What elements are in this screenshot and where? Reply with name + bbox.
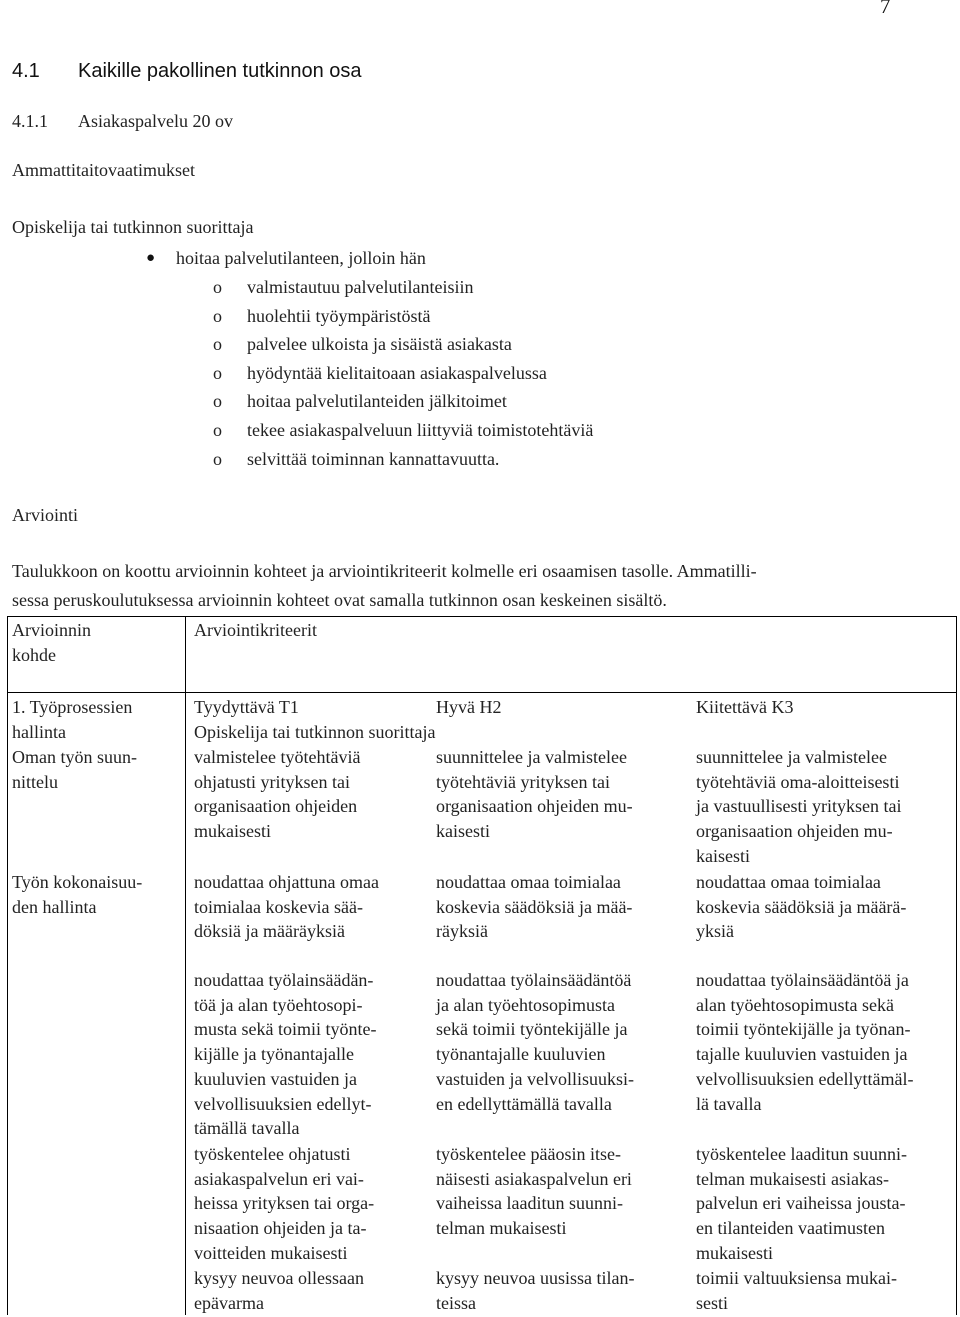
cell-k3-row-4-line-1: työskentelee laaditun suunni- (696, 1144, 907, 1164)
cell-h2-row-2-line-3: räyksiä (436, 921, 488, 942)
cell-h2-row-2-line-1: noudattaa omaa toimialaa (436, 872, 621, 892)
sub-item: hoitaa palvelutilanteiden jälkitoimet (247, 391, 507, 412)
eval-paragraph-line-1: Taulukkoon on koottu arvioinnin kohteet ja arviointikriteerit kolmelle eri osaamisen tasolle. Ammatilli- (12, 561, 757, 581)
sub-item: huolehtii työympäristöstä (247, 305, 431, 326)
cell-t1-row-3-line-7: tämällä tavalla (194, 1118, 300, 1139)
level-k3: Kiitettävä K3 (696, 697, 794, 717)
cell-h2-row-1-line-4: kaisesti (436, 821, 490, 842)
cell-k3-row-2-line-2: koskevia säädöksiä ja määrä- (696, 896, 907, 917)
cell-k3-row-4-line-2: telman mukaisesti asiakas- (696, 1168, 889, 1189)
cell-h2-row-3-line-1: noudattaa työlainsäädäntöä (436, 970, 632, 990)
cell-t1-row-1-line-2: ohjatusti yrityksen tai (194, 771, 350, 792)
circle-bullet-icon: o (213, 391, 222, 412)
circle-bullet-icon: o (213, 362, 222, 383)
cell-h2-row-4-line-1: työskentelee pääosin itse- (436, 1144, 621, 1164)
sub-item: palvelee ulkoista ja sisäistä asiakasta (247, 334, 512, 355)
subsection-number: 4.1.1 (12, 111, 48, 131)
cell-target-row-2-line-1: Työn kokonaisuu- (12, 872, 143, 892)
sub-item: hyödyntää kielitaitoaan asiakaspalvelussa (247, 362, 547, 383)
cell-h2-row-3-line-6: en edellyttämällä tavalla (436, 1093, 612, 1114)
cell-t1-row-2-line-1: noudattaa ohjattuna omaa (194, 872, 379, 892)
section-heading (12, 60, 362, 83)
subsection-title: Asiakaspalvelu 20 ov (78, 111, 233, 131)
cell-t1-row-3-line-1: noudattaa työlainsäädän- (194, 970, 374, 990)
table-left-border (7, 616, 8, 1315)
cell-t1-row-4-line-4: nisaation ohjeiden ja ta- (194, 1218, 367, 1239)
bullet-icon: ● (146, 250, 156, 266)
cell-h2-row-5-line-2: teissa (436, 1292, 476, 1313)
circle-bullet-icon: o (213, 448, 222, 469)
section-number: 4.1 (12, 60, 40, 82)
cell-k3-row-3-line-1: noudattaa työlainsäädäntöä ja (696, 970, 909, 990)
cell-h2-row-5-line-1: kysyy neuvoa uusissa tilan- (436, 1268, 635, 1288)
cell-t1-row-1-line-4: mukaisesti (194, 821, 271, 842)
cell-k3-row-3-line-3: toimii työntekijälle ja työnan- (696, 1019, 911, 1040)
cell-h2-row-4-line-3: vaiheissa laaditun suunni- (436, 1193, 623, 1214)
cell-t1-row-3-line-2: töä ja alan työehtosopi- (194, 994, 363, 1015)
level-h2: Hyvä H2 (436, 697, 502, 717)
cell-k3-row-4-line-3: palvelun eri vaiheissa jousta- (696, 1193, 906, 1214)
cell-k3-row-2-line-1: noudattaa omaa toimialaa (696, 872, 881, 892)
cell-target-row-2-line-2: den hallinta (12, 896, 97, 917)
table-header-divider (7, 692, 957, 693)
requirements-heading: Ammattitaitovaatimukset (12, 160, 195, 180)
circle-bullet-icon: o (213, 305, 222, 326)
cell-k3-row-3-line-2: alan työehtosopimusta sekä (696, 994, 894, 1015)
sub-item: selvittää toiminnan kannattavuutta. (247, 448, 500, 469)
cell-h2-row-4-line-2: näisesti asiakaspalvelun eri (436, 1168, 632, 1189)
head-target-line-1: Arvioinnin (12, 620, 91, 640)
cell-t1-row-4-line-1: työskentelee ohjatusti (194, 1144, 351, 1164)
cell-k3-row-3-line-5: velvollisuuksien edellyttämäl- (696, 1068, 914, 1089)
cell-h2-row-3-line-5: vastuiden ja velvollisuuksi- (436, 1068, 634, 1089)
cell-t1-row-3-line-3: musta sekä toimii työnte- (194, 1019, 377, 1040)
cell-t1-row-3-line-6: velvollisuuksien edellyt- (194, 1093, 372, 1114)
cell-target-row-1-line-1: Oman työn suun- (12, 747, 137, 767)
evaluation-heading: Arviointi (12, 505, 78, 525)
group-title-line-1: 1. Työprosessien (12, 697, 133, 717)
level-t1: Tyydyttävä T1 (194, 697, 299, 717)
sub-item: tekee asiakaspalveluun liittyviä toimistotehtäviä (247, 420, 594, 440)
cell-t1-row-4-line-2: asiakaspalvelun eri vai- (194, 1168, 364, 1189)
head-criteria: Arviointikriteerit (194, 620, 317, 640)
circle-bullet-icon: o (213, 277, 222, 297)
cell-t1-row-4-line-3: heissa yrityksen tai orga- (194, 1193, 375, 1214)
cell-t1-row-2-line-3: döksiä ja määräyksiä (194, 921, 345, 942)
cell-k3-row-5-line-2: sesti (696, 1292, 729, 1313)
cell-k3-row-4-line-5: mukaisesti (696, 1242, 773, 1263)
bullet-text: hoitaa palvelutilanteen, jolloin hän (176, 248, 426, 268)
circle-bullet-icon: o (213, 420, 222, 440)
cell-k3-row-1-line-5: kaisesti (696, 845, 750, 866)
cell-k3-row-5-line-1: toimii valtuuksiensa mukai- (696, 1268, 897, 1288)
cell-target-row-1-line-2: nittelu (12, 771, 58, 792)
cell-h2-row-4-line-4: telman mukaisesti (436, 1218, 567, 1239)
cell-k3-row-1-line-1: suunnittelee ja valmistelee (696, 747, 887, 767)
subject-text: Opiskelija tai tutkinnon suorittaja (194, 722, 436, 742)
cell-h2-row-1-line-1: suunnittelee ja valmistelee (436, 747, 627, 767)
cell-t1-row-4-line-5: voitteiden mukaisesti (194, 1242, 348, 1263)
subsection-heading (12, 111, 233, 132)
table-top-border (7, 616, 957, 617)
head-target-line-2: kohde (12, 645, 56, 665)
cell-k3-row-1-line-2: työtehtäviä oma-aloitteisesti (696, 771, 900, 792)
cell-k3-row-2-line-3: yksiä (696, 921, 734, 942)
cell-k3-row-4-line-4: en tilanteiden vaatimusten (696, 1218, 885, 1239)
circle-bullet-icon: o (213, 334, 222, 355)
cell-t1-row-3-line-4: kijälle ja työnantajalle (194, 1044, 354, 1065)
cell-k3-row-3-line-4: tajalle kuuluvien vastuiden ja (696, 1044, 908, 1065)
table-column-divider (185, 616, 186, 1315)
cell-h2-row-1-line-2: työtehtäviä yrityksen tai (436, 771, 610, 792)
cell-t1-row-5-line-1: kysyy neuvoa ollessaan (194, 1268, 364, 1288)
sub-item: valmistautuu palvelutilanteisiin (247, 277, 474, 297)
cell-t1-row-3-line-5: kuuluvien vastuiden ja (194, 1068, 357, 1089)
intro-text: Opiskelija tai tutkinnon suorittaja (12, 217, 254, 237)
cell-t1-row-2-line-2: toimialaa koskevia sää- (194, 896, 363, 917)
cell-h2-row-1-line-3: organisaation ohjeiden mu- (436, 796, 633, 817)
eval-paragraph-line-2: sessa peruskoulutuksessa arvioinnin kohteet ovat samalla tutkinnon osan keskeinen sisältö. (12, 590, 667, 610)
page-number: 7 (880, 0, 891, 18)
cell-t1-row-1-line-3: organisaation ohjeiden (194, 796, 358, 817)
cell-h2-row-3-line-2: ja alan työehtosopimusta (436, 994, 615, 1015)
cell-k3-row-1-line-4: organisaation ohjeiden mu- (696, 821, 893, 842)
cell-h2-row-3-line-4: työnantajalle kuuluvien (436, 1044, 606, 1065)
section-title: Kaikille pakollinen tutkinnon osa (78, 60, 362, 82)
cell-k3-row-1-line-3: ja vastuullisesti yrityksen tai (696, 796, 902, 817)
group-title-line-2: hallinta (12, 722, 66, 742)
table-right-border (956, 616, 957, 1315)
cell-t1-row-1-line-1: valmistelee työtehtäviä (194, 747, 361, 767)
cell-h2-row-2-line-2: koskevia säädöksiä ja mää- (436, 896, 633, 917)
cell-h2-row-3-line-3: sekä toimii työntekijälle ja (436, 1019, 628, 1040)
cell-t1-row-5-line-2: epävarma (194, 1292, 264, 1313)
cell-k3-row-3-line-6: lä tavalla (696, 1093, 762, 1114)
